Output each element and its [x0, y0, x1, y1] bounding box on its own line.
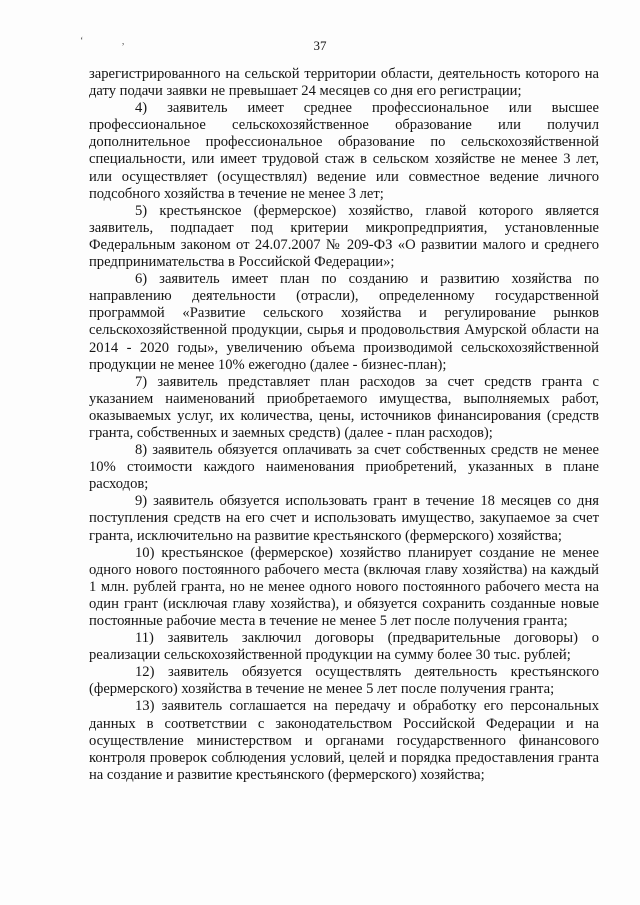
- paragraph-item-5: 5) крестьянское (фермерское) хозяйство, главой которого является заявитель, подпадает под критерии микропредприятия, установленные Федеральным законом от 24.07.2007 № 209-ФЗ «О развитии малого и среднего предпринимательства в Российской Федерации»;: [89, 202, 599, 271]
- paragraph-item-4: 4) заявитель имеет среднее профессиональное или высшее профессиональное сельскохозяйственное образование или получил дополнительное профессиональное образование по сельскохозяйственной специальности, или имеет трудовой стаж в сельском хозяйстве не менее 3 лет, или осуществляет (осуществлял) ведение или совместное ведение личного подсобного хозяйства в течение не менее 3 лет;: [89, 100, 599, 202]
- paragraph-item-13: 13) заявитель соглашается на передачу и обработку его персональных данных в соответствии с законодательством Российской Федерации и на осуществление министерством и органами государственного финансового контроля проверок соблюдения условий, целей и порядка предоставления гранта на создание и развитие крестьянского (фермерского) хозяйства;: [89, 698, 599, 783]
- scan-marks: ‘ ,: [80, 36, 143, 47]
- document-body: [89, 66, 599, 784]
- paragraph-item-9: 9) заявитель обязуется использовать грант в течение 18 месяцев со дня поступления средств на его счет и использовать имущество, закупаемое за счет гранта, исключительно на развитие крестьянского (фермерского) хозяйства;: [89, 493, 599, 544]
- paragraph-item-11: 11) заявитель заключил договоры (предварительные договоры) о реализации сельскохозяйственной продукции на сумму более 30 тыс. рублей;: [89, 630, 599, 664]
- paragraph-continuation: зарегистрированного на сельской территории области, деятельность которого на дату подачи заявки не превышает 24 месяцев со дня его регистрации;: [89, 66, 599, 100]
- paragraph-item-7: 7) заявитель представляет план расходов за счет средств гранта с указанием наименований приобретаемого имущества, выполняемых работ, оказываемых услуг, их количества, цены, источников финансирования (средств гранта, собственных и заемных средств) (далее - план расходов);: [89, 373, 599, 441]
- paragraph-item-8: 8) заявитель обязуется оплачивать за счет собственных средств не менее 10% стоимости каждого наименования приобретений, указанных в плане расходов;: [89, 442, 599, 493]
- paragraph-item-6: 6) заявитель имеет план по созданию и развитию хозяйства по направлению деятельности (отрасли), определенному государственной программой «Развитие сельского хозяйства и регулирование рынков сельскохозяйственной продукции, сырья и продовольствия Амурской области на 2014 - 2020 годы», увеличению объема производимой сельскохозяйственной продукции не менее 10% ежегодно (далее - бизнес-план);: [89, 271, 599, 373]
- page-number: 37: [313, 38, 327, 53]
- paragraph-item-10: 10) крестьянское (фермерское) хозяйство планирует создание не менее одного нового постоянного рабочего места (включая главу хозяйства) на каждый 1 млн. рублей гранта, но не менее одного нового постоянного рабочего места на один грант (исключая главу хозяйства), и обязуется сохранить созданные новые постоянные рабочие места в течение не менее 5 лет после получения гранта;: [89, 544, 599, 629]
- paragraph-item-12: 12) заявитель обязуется осуществлять деятельность крестьянского (фермерского) хозяйства в течение не менее 5 лет после получения гранта;: [89, 664, 599, 698]
